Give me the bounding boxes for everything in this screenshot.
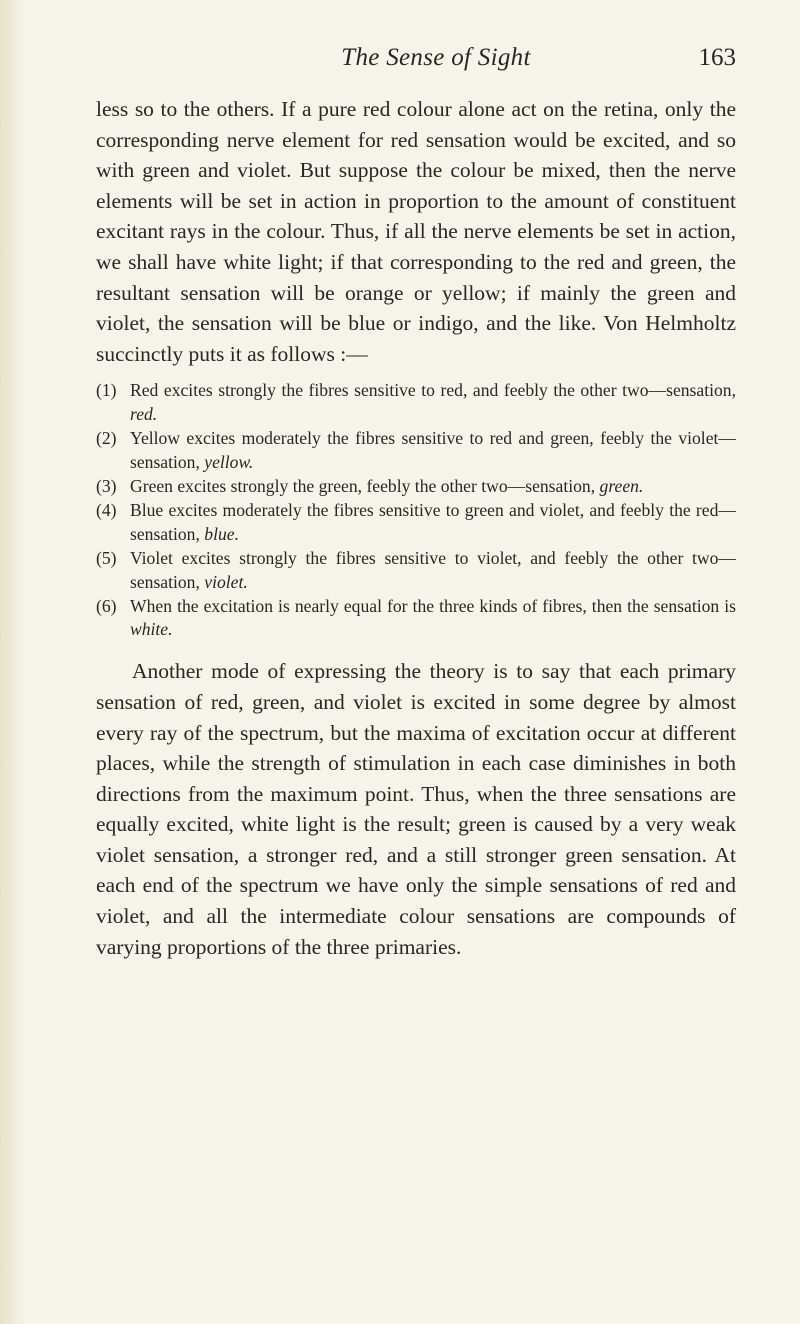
book-page [96, 44, 736, 962]
list-item-number: (5) [96, 547, 117, 568]
helmholtz-list [96, 379, 736, 642]
list-item-number: (1) [96, 380, 117, 401]
paragraph-2: Another mode of expressing the theory is to say that each primary sensation of red, green, and violet is excited in some degree by almost every ray of the spectrum, but the maxima of excitation occur at different places, while the strength of stimulation in each case diminishes in both directions from the maximum point. Thus, when the three sensations are equally excited, white light is the result; green is caused by a very weak violet sensation, a stronger red, and a still stronger green sensation. At each end of the spectrum we have only the simple sensations of red and violet, and all the intermediate colour sensations are compounds of varying proportions of the three primaries. [96, 659, 736, 959]
list-item-text: Green excites strongly the green, feebly the other two—sensation, [130, 475, 600, 496]
list-item-sensation: green. [599, 475, 644, 496]
list-item-text: Blue excites moderately the fibres sensitive to green and violet, and feebly the red—sensation, [130, 499, 736, 544]
list-item-sensation: yellow. [204, 452, 254, 473]
list-item-sensation: violet. [204, 571, 248, 592]
list-item-number: (3) [96, 475, 117, 496]
list-item-number: (2) [96, 428, 117, 449]
list-item-text: Yellow excites moderately the fibres sensitive to red and green, feebly the violet—sensation, [130, 428, 736, 473]
list-item-text: When the excitation is nearly equal for the three kinds of fibres, then the sensation is [130, 595, 736, 616]
running-title: The Sense of Sight [341, 44, 531, 71]
list-item [96, 499, 736, 547]
page-gutter-shadow [0, 0, 26, 1324]
list-item-sensation: blue. [204, 523, 239, 544]
list-item [96, 379, 736, 427]
list-item-sensation: white. [130, 619, 173, 640]
list-item [96, 427, 736, 475]
list-item-text: Violet excites strongly the fibres sensitive to violet, and feebly the other two—sensation, [130, 547, 736, 592]
page-number: 163 [698, 44, 736, 71]
list-item [96, 595, 736, 643]
list-item-sensation: red. [130, 404, 158, 425]
running-head [96, 44, 736, 84]
list-item-number: (6) [96, 595, 117, 616]
list-item [96, 547, 736, 595]
paragraph-1: less so to the others. If a pure red colour alone act on the retina, only the corresponding nerve element for red sensation would be excited, and so with green and violet. But suppose the colour be mixed, then the nerve elements will be set in action in proportion to the amount of constituent excitant rays in the colour. Thus, if all the nerve elements be set in action, we shall have white light; if that corresponding to the red and green, the resultant sensation will be orange or yellow; if mainly the green and violet, the sensation will be blue or indigo, and the like. Von Helmholtz succinctly puts it as follows :— [96, 97, 736, 366]
list-item-text: Red excites strongly the fibres sensitive to red, and feebly the other two—sensation, [130, 380, 736, 401]
list-item-number: (4) [96, 499, 117, 520]
list-item [96, 475, 736, 499]
